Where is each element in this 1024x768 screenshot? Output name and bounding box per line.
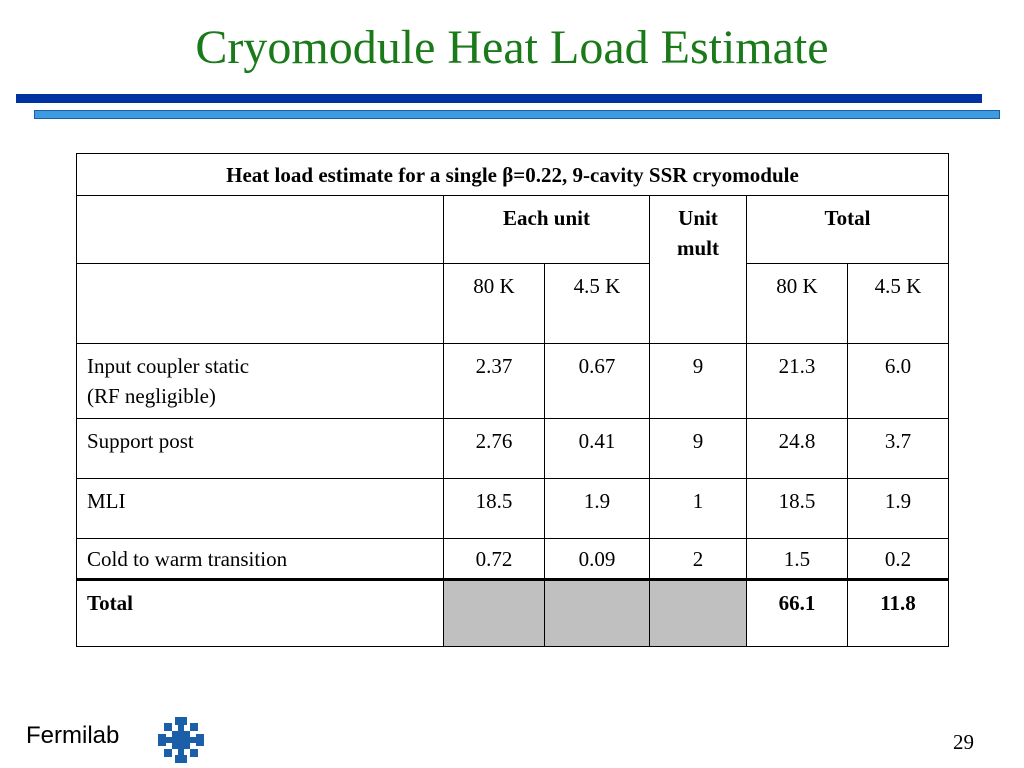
heat-load-table [76, 153, 949, 647]
cell-total-45k: 3.7 [848, 419, 949, 479]
header-each-80k: 80 K [444, 264, 545, 344]
cell-total-80k: 24.8 [747, 419, 848, 479]
cell-each-45k: 1.9 [545, 479, 650, 539]
cell-each-45k: 0.41 [545, 419, 650, 479]
cell-total-80k: 18.5 [747, 479, 848, 539]
row-label-line1: Input coupler static [87, 354, 250, 378]
table-row [77, 479, 949, 539]
cell-total-45k: 6.0 [848, 344, 949, 419]
header-row [77, 196, 949, 264]
cell-total-45k: 1.9 [848, 479, 949, 539]
subheader-empty-cell [77, 264, 444, 344]
row-label: Support post [77, 419, 444, 479]
header-each-unit: Each unit [444, 196, 650, 264]
footer-label: Fermilab [26, 722, 120, 749]
cell-mult: 2 [650, 539, 747, 580]
header-total: Total [747, 196, 949, 264]
row-label: Cold to warm transition [77, 539, 444, 580]
total-label: Total [77, 580, 444, 647]
title-underline-dark [16, 94, 982, 103]
total-gray-cell [650, 580, 747, 647]
total-80k: 66.1 [747, 580, 848, 647]
row-label-line2: (RF negligible) [87, 384, 216, 408]
row-label: MLI [77, 479, 444, 539]
subheader-row [77, 264, 949, 344]
title-underline-light [34, 110, 1000, 119]
table-row [77, 419, 949, 479]
page-number: 29 [953, 730, 974, 754]
cell-each-80k: 2.76 [444, 419, 545, 479]
cell-mult: 1 [650, 479, 747, 539]
header-total-80k: 80 K [747, 264, 848, 344]
header-empty-cell [77, 196, 444, 264]
total-45k: 11.8 [848, 580, 949, 647]
cell-total-45k: 0.2 [848, 539, 949, 580]
row-label [77, 344, 444, 419]
cell-each-80k: 0.72 [444, 539, 545, 580]
cell-each-45k: 0.67 [545, 344, 650, 419]
table-caption-row [77, 154, 949, 196]
table-row [77, 344, 949, 419]
cell-mult: 9 [650, 344, 747, 419]
cell-total-80k: 21.3 [747, 344, 848, 419]
cell-each-80k: 18.5 [444, 479, 545, 539]
header-unit-mult [650, 196, 747, 344]
total-gray-cell [444, 580, 545, 647]
cell-each-45k: 0.09 [545, 539, 650, 580]
cell-each-80k: 2.37 [444, 344, 545, 419]
fermilab-logo-icon [156, 715, 206, 765]
total-gray-cell [545, 580, 650, 647]
total-row [77, 580, 949, 647]
cell-total-80k: 1.5 [747, 539, 848, 580]
table-caption: Heat load estimate for a single β=0.22, 9-cavity SSR cryomodule [77, 154, 949, 196]
header-total-45k: 4.5 K [848, 264, 949, 344]
header-unit-mult-line1: Unit [678, 206, 718, 230]
cell-mult: 9 [650, 419, 747, 479]
slide-title: Cryomodule Heat Load Estimate [195, 21, 829, 74]
header-unit-mult-line2: mult [677, 236, 719, 260]
table-row [77, 539, 949, 580]
header-each-45k: 4.5 K [545, 264, 650, 344]
